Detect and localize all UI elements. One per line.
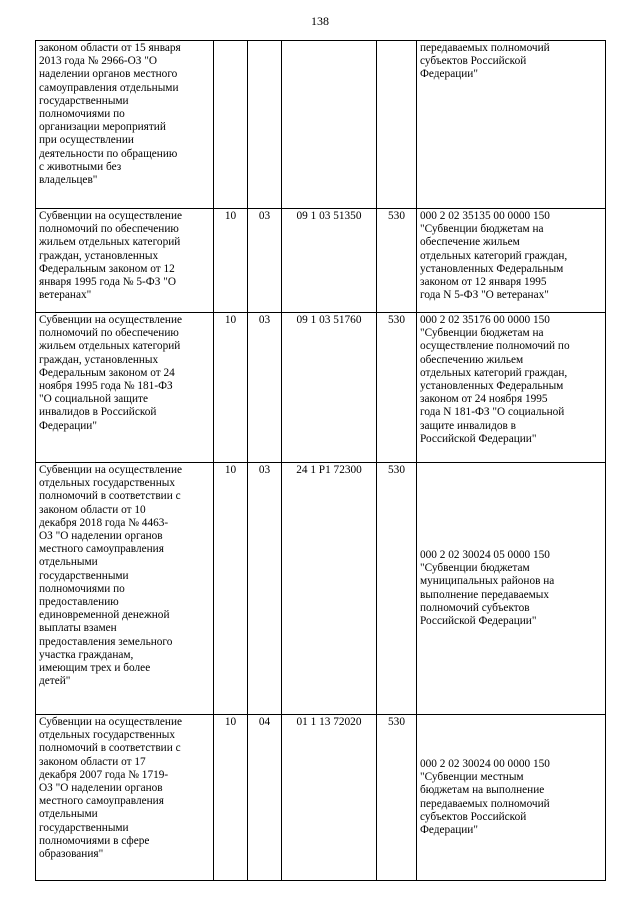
row-description: законом области от 15 января 2013 года № 2966-ОЗ "О наделении органов местного самоуправления отдельными государственными полномочиями по организации мероприятий при осуществлении деятельности по обращению с животными без владельцев" — [36, 41, 214, 209]
page-number: 138 — [311, 14, 329, 28]
row-subsection: 04 — [248, 715, 282, 881]
row-subsection: 03 — [248, 313, 282, 463]
row-section: 10 — [214, 313, 248, 463]
row-description: Субвенции на осуществление полномочий по обеспечению жильем отдельных категорий граждан, установленных Федеральным законом от 12 января 1995 года № 5-ФЗ "О ветеранах" — [36, 209, 214, 313]
row-expense-type: 530 — [377, 715, 417, 881]
row-description: Субвенции на осуществление полномочий по обеспечению жильем отдельных категорий граждан, установленных Федеральным законом от 24 ноября 1995 года № 181-ФЗ "О социальной защите инвалидов в Российской Федерации" — [36, 313, 214, 463]
row-section: 10 — [214, 715, 248, 881]
row-section — [214, 41, 248, 209]
row-target-article: 01 1 13 72020 — [282, 715, 377, 881]
row-subsection: 03 — [248, 209, 282, 313]
row-description: Субвенции на осуществление отдельных государственных полномочий в соответствии с законом области от 17 декабря 2007 года № 1719- ОЗ "О наделении органов местного самоуправления отдельными государственными полномочиями в сфере образования" — [36, 715, 214, 881]
row-description: Субвенции на осуществление отдельных государственных полномочий в соответствии с законом области от 10 декабря 2018 года № 4463- ОЗ "О наделении органов местного самоуправления отдельными государственными полномочиями по предоставлению единовременной денежной выплаты взамен предоставления земельного участка гражданам, имеющим трех и более детей" — [36, 463, 214, 715]
row-revenue-code: 000 2 02 30024 05 0000 150 "Субвенции бюджетам муниципальных районов на выполнение передаваемых полномочий субъектов Российской Федерации" — [417, 463, 606, 715]
row-target-article: 24 1 P1 72300 — [282, 463, 377, 715]
row-revenue-code: передаваемых полномочий субъектов Российской Федерации" — [417, 41, 606, 209]
row-target-article — [282, 41, 377, 209]
row-expense-type: 530 — [377, 209, 417, 313]
table-row — [36, 715, 606, 881]
row-revenue-code: 000 2 02 35135 00 0000 150 "Субвенции бюджетам на обеспечение жильем отдельных категорий граждан, установленных Федеральным законом от 12 января 1995 года N 5-ФЗ "О ветеранах" — [417, 209, 606, 313]
row-subsection — [248, 41, 282, 209]
row-expense-type: 530 — [377, 313, 417, 463]
row-section: 10 — [214, 463, 248, 715]
row-section: 10 — [214, 209, 248, 313]
row-subsection: 03 — [248, 463, 282, 715]
budget-table — [35, 40, 606, 881]
row-revenue-code: 000 2 02 30024 00 0000 150 "Субвенции местным бюджетам на выполнение передаваемых полномочий субъектов Российской Федерации" — [417, 715, 606, 881]
row-target-article: 09 1 03 51350 — [282, 209, 377, 313]
row-revenue-code: 000 2 02 35176 00 0000 150 "Субвенции бюджетам на осуществление полномочий по обеспечению жильем отдельных категорий граждан, установленных Федеральным законом от 24 ноября 1995 года N 181-ФЗ "О социальной защите инвалидов в Российской Федерации" — [417, 313, 606, 463]
table-row — [36, 209, 606, 313]
table-row — [36, 41, 606, 209]
row-expense-type: 530 — [377, 463, 417, 715]
table-row — [36, 313, 606, 463]
row-target-article: 09 1 03 51760 — [282, 313, 377, 463]
row-expense-type — [377, 41, 417, 209]
table-row — [36, 463, 606, 715]
